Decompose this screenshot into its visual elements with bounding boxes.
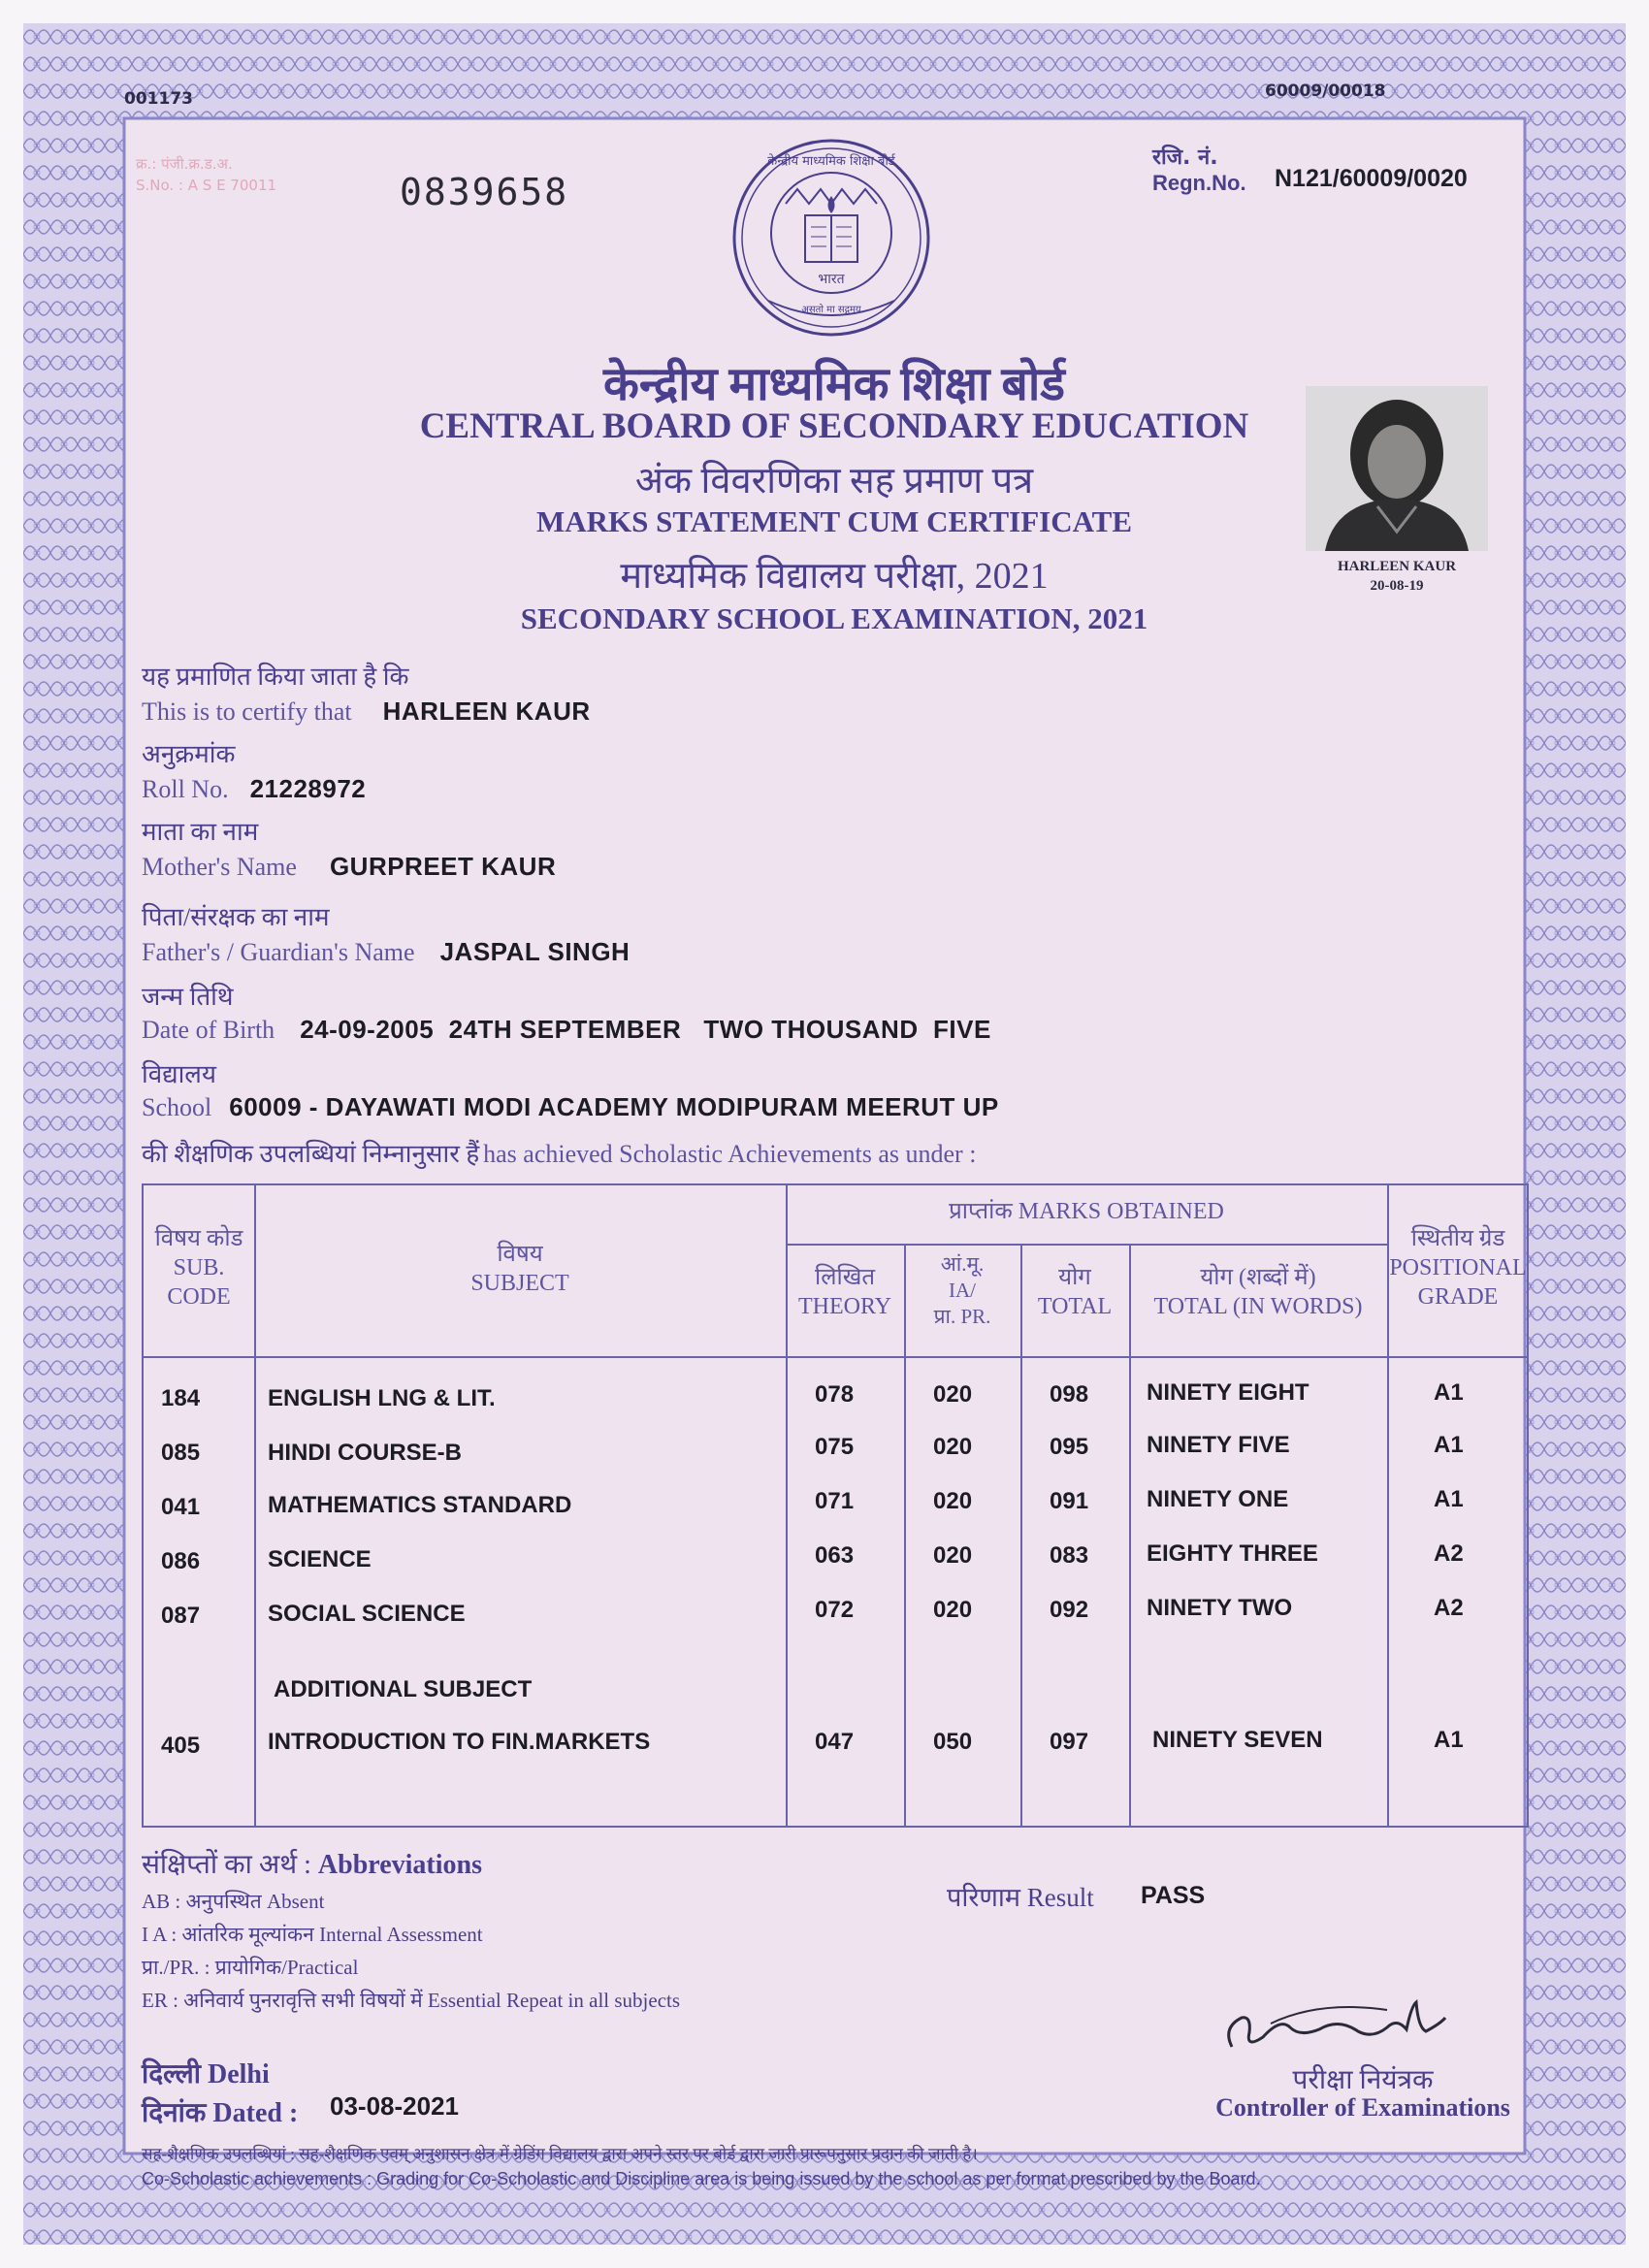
header-total-en: TOTAL [1037,1294,1113,1319]
sub-total: 083 [1050,1542,1089,1569]
faded-stamp-line2: S.No. : A S E 70011 [136,177,277,194]
sub-ia: 050 [933,1729,973,1755]
header-theory-hindi: लिखित [814,1265,876,1290]
header-words-hindi: योग (शब्दों में) [1200,1265,1316,1290]
sub-total: 092 [1050,1597,1089,1623]
abbreviations-title-hindi: संक्षिप्तों का अर्थ : [142,1850,311,1880]
sub-theory: 078 [815,1381,855,1408]
sub-grade: A1 [1434,1486,1464,1512]
dated-label-en: Dated : [212,2098,299,2128]
header-subject-en: SUBJECT [470,1271,569,1296]
father-label-hindi: पिता/संरक्षक का नाम [142,903,330,931]
sub-grade: A1 [1434,1379,1464,1406]
sub-ia: 020 [933,1381,973,1408]
result-label [947,1878,1094,1914]
header-ia-pr [904,1251,1020,1330]
faded-stamp-line1: क्र.: पंजी.क्र.ड.अ. [136,155,233,173]
cbse-seal-icon [729,136,933,340]
roll-label: Roll No. [142,775,229,803]
certify-label-hindi: यह प्रमाणित किया जाता है कि [142,663,409,691]
regn-number: N121/60009/0020 [1275,165,1468,192]
header-ia-hindi: आं.मू. [940,1252,985,1276]
board-title-hindi: केन्द्रीय माध्यमिक शिक्षा बोर्ड [603,359,1065,410]
header-subject [254,1240,786,1298]
signature-icon [1212,1989,1504,2066]
additional-subject-heading: ADDITIONAL SUBJECT [274,1676,533,1702]
header-pr: प्रा. PR. [933,1305,991,1328]
sub-name: MATHEMATICS STANDARD [268,1492,572,1518]
place-hindi: दिल्ली [142,2059,201,2090]
doc-title-hindi: अंक विवरणिका सह प्रमाण पत्र [634,461,1034,502]
header-marks-en: MARKS OBTAINED [1018,1199,1224,1224]
sub-code: 087 [161,1603,201,1629]
issue-date: 03-08-2021 [330,2091,459,2121]
achieved-label: has achieved Scholastic Achievements as under : [483,1140,977,1168]
result-label-en: Result [1026,1883,1094,1912]
sub-total-words: EIGHTY THREE [1147,1540,1318,1567]
header-sub-code-en: SUB. CODE [167,1255,231,1310]
sub-code: 085 [161,1440,201,1466]
serial-number-left: 001173 [124,89,193,109]
sub-grade: A2 [1434,1595,1464,1621]
school-label: School [142,1093,212,1121]
header-grade-hindi: स्थितीय ग्रेड [1410,1226,1505,1251]
abbr-practical: प्रा./PR. : प्रायोगिक/Practical [142,1956,359,1979]
sub-ia: 020 [933,1542,973,1569]
header-ia-en: IA/ [949,1279,976,1302]
marks-table [142,1183,1529,1828]
abbreviations-title [142,1845,482,1882]
seal-motto-text: असतो मा सद्गमय [801,305,861,315]
mother-label-hindi: माता का नाम [142,818,259,846]
header-subject-hindi: विषय [497,1242,543,1267]
header-theory [786,1263,904,1321]
header-words-en: TOTAL (IN WORDS) [1153,1294,1363,1319]
certificate-number: 0839658 [400,171,569,213]
sub-total-words: NINETY FIVE [1147,1432,1290,1458]
father-label: Father's / Guardian's Name [142,938,415,966]
header-marks-hindi: प्राप्तांक [949,1199,1013,1224]
sub-grade: A1 [1434,1432,1464,1458]
dated-label-hindi: दिनांक [142,2098,207,2128]
person-photo-icon [1306,386,1488,551]
serial-number-right: 60009/00018 [1265,81,1386,101]
sub-total: 091 [1050,1488,1089,1514]
achieved-label-hindi: की शैक्षणिक उपलब्धियां निम्नानुसार हैं [142,1140,480,1168]
abbr-absent: AB : अनुपस्थित Absent [142,1890,325,1913]
abbr-internal-assessment: I A : आंतरिक मूल्यांकन Internal Assessment [142,1923,483,1946]
photo-caption [1290,557,1504,596]
school-label-hindi: विद्यालय [142,1060,217,1088]
sub-total: 097 [1050,1729,1089,1755]
sub-name: HINDI COURSE-B [268,1440,463,1466]
sub-code: 184 [161,1385,201,1411]
sub-total: 095 [1050,1434,1089,1460]
sub-total-words: NINETY ONE [1147,1486,1289,1512]
school-name: 60009 - DAYAWATI MODI ACADEMY MODIPURAM MEERUT UP [229,1092,999,1121]
sub-ia: 020 [933,1434,973,1460]
header-theory-en: THEORY [798,1294,891,1319]
result-label-hindi: परिणाम [947,1883,1021,1912]
faded-stamp [136,153,349,196]
sub-code: 041 [161,1494,201,1520]
certify-label: This is to certify that [142,697,352,726]
footer-note: Co-Scholastic achievements : Grading for Co-Scholastic and Discipline area is being issued by the school as per format prescribed by the Board. [142,2169,1261,2188]
father-name: JASPAL SINGH [439,937,630,966]
sub-total: 098 [1050,1381,1089,1408]
abbr-essential-repeat: ER : अनिवार्य पुनरावृत्ति सभी विषयों में Essential Repeat in all subjects [142,1989,681,2012]
sub-name: SOCIAL SCIENCE [268,1601,466,1627]
header-total-words [1129,1263,1387,1321]
sub-ia: 020 [933,1488,973,1514]
mother-label: Mother's Name [142,853,297,881]
seal-center-text: भारत [818,272,845,287]
doc-title: MARKS STATEMENT CUM CERTIFICATE [535,504,1133,538]
photo-caption-date: 20-08-19 [1370,578,1424,594]
sub-grade: A2 [1434,1540,1464,1567]
regn-label: Regn.No. [1152,171,1246,195]
header-marks-obtained [786,1197,1387,1226]
sub-code: 405 [161,1733,201,1759]
sub-ia: 020 [933,1597,973,1623]
place-en: Delhi [207,2059,270,2090]
dob-label: Date of Birth [142,1016,275,1044]
sub-theory: 072 [815,1597,855,1623]
sub-theory: 047 [815,1729,855,1755]
sub-code: 086 [161,1548,201,1574]
roll-number: 21228972 [249,774,367,803]
sub-name: SCIENCE [268,1546,372,1572]
header-total-hindi: योग [1058,1265,1091,1290]
controller-title: Controller of Examinations [1215,2093,1510,2122]
dob-label-hindi: जन्म तिथि [142,983,234,1011]
header-grade-en: POSITIONAL GRADE [1389,1255,1527,1310]
exam-title-hindi: माध्यमिक विद्यालय परीक्षा, 2021 [620,556,1049,597]
mother-name: GURPREET KAUR [329,852,557,881]
controller-title-hindi: परीक्षा नियंत्रक [1292,2065,1434,2095]
roll-label-hindi: अनुक्रमांक [142,740,236,768]
sub-total-words: NINETY SEVEN [1152,1727,1323,1753]
sub-theory: 063 [815,1542,855,1569]
photo-caption-name: HARLEEN KAUR [1337,559,1457,574]
place [142,2055,270,2091]
regn-label-hindi: रजि. नं. [1152,146,1218,170]
student-photo [1306,386,1488,551]
footer-note-hindi: सह-शैक्षणिक उपलब्धियां : सह-शैक्षणिक एवम् अनुशासन क्षेत्र में ग्रेडिंग विद्यालय द्वारा अपने स्तर पर बोर्ड द्वारा जारी प्रारूपनुसार प्रदान की जाती है। [142,2145,978,2163]
abbreviations-title-en: Abbreviations [317,1850,482,1880]
sub-name: ENGLISH LNG & LIT. [268,1385,496,1411]
header-sub-code-hindi: विषय कोड [154,1226,243,1251]
sub-name: INTRODUCTION TO FIN.MARKETS [268,1729,651,1755]
header-total [1020,1263,1129,1321]
header-positional-grade [1387,1224,1529,1312]
sub-theory: 075 [815,1434,855,1460]
sub-total-words: NINETY EIGHT [1147,1379,1310,1406]
exam-title: SECONDARY SCHOOL EXAMINATION, 2021 [520,601,1148,635]
board-title: CENTRAL BOARD OF SECONDARY EDUCATION [419,406,1249,446]
student-name: HARLEEN KAUR [382,697,591,726]
date-of-birth: 24-09-2005 24TH SEPTEMBER TWO THOUSAND FIVE [300,1015,991,1044]
result-value: PASS [1141,1882,1206,1909]
seal-top-text: केन्द्रीय माध्यमिक शिक्षा बोर्ड [767,154,895,169]
dated-label [142,2093,298,2130]
header-sub-code [144,1224,254,1312]
sub-total-words: NINETY TWO [1147,1595,1293,1621]
sub-grade: A1 [1434,1727,1464,1753]
sub-theory: 071 [815,1488,855,1514]
